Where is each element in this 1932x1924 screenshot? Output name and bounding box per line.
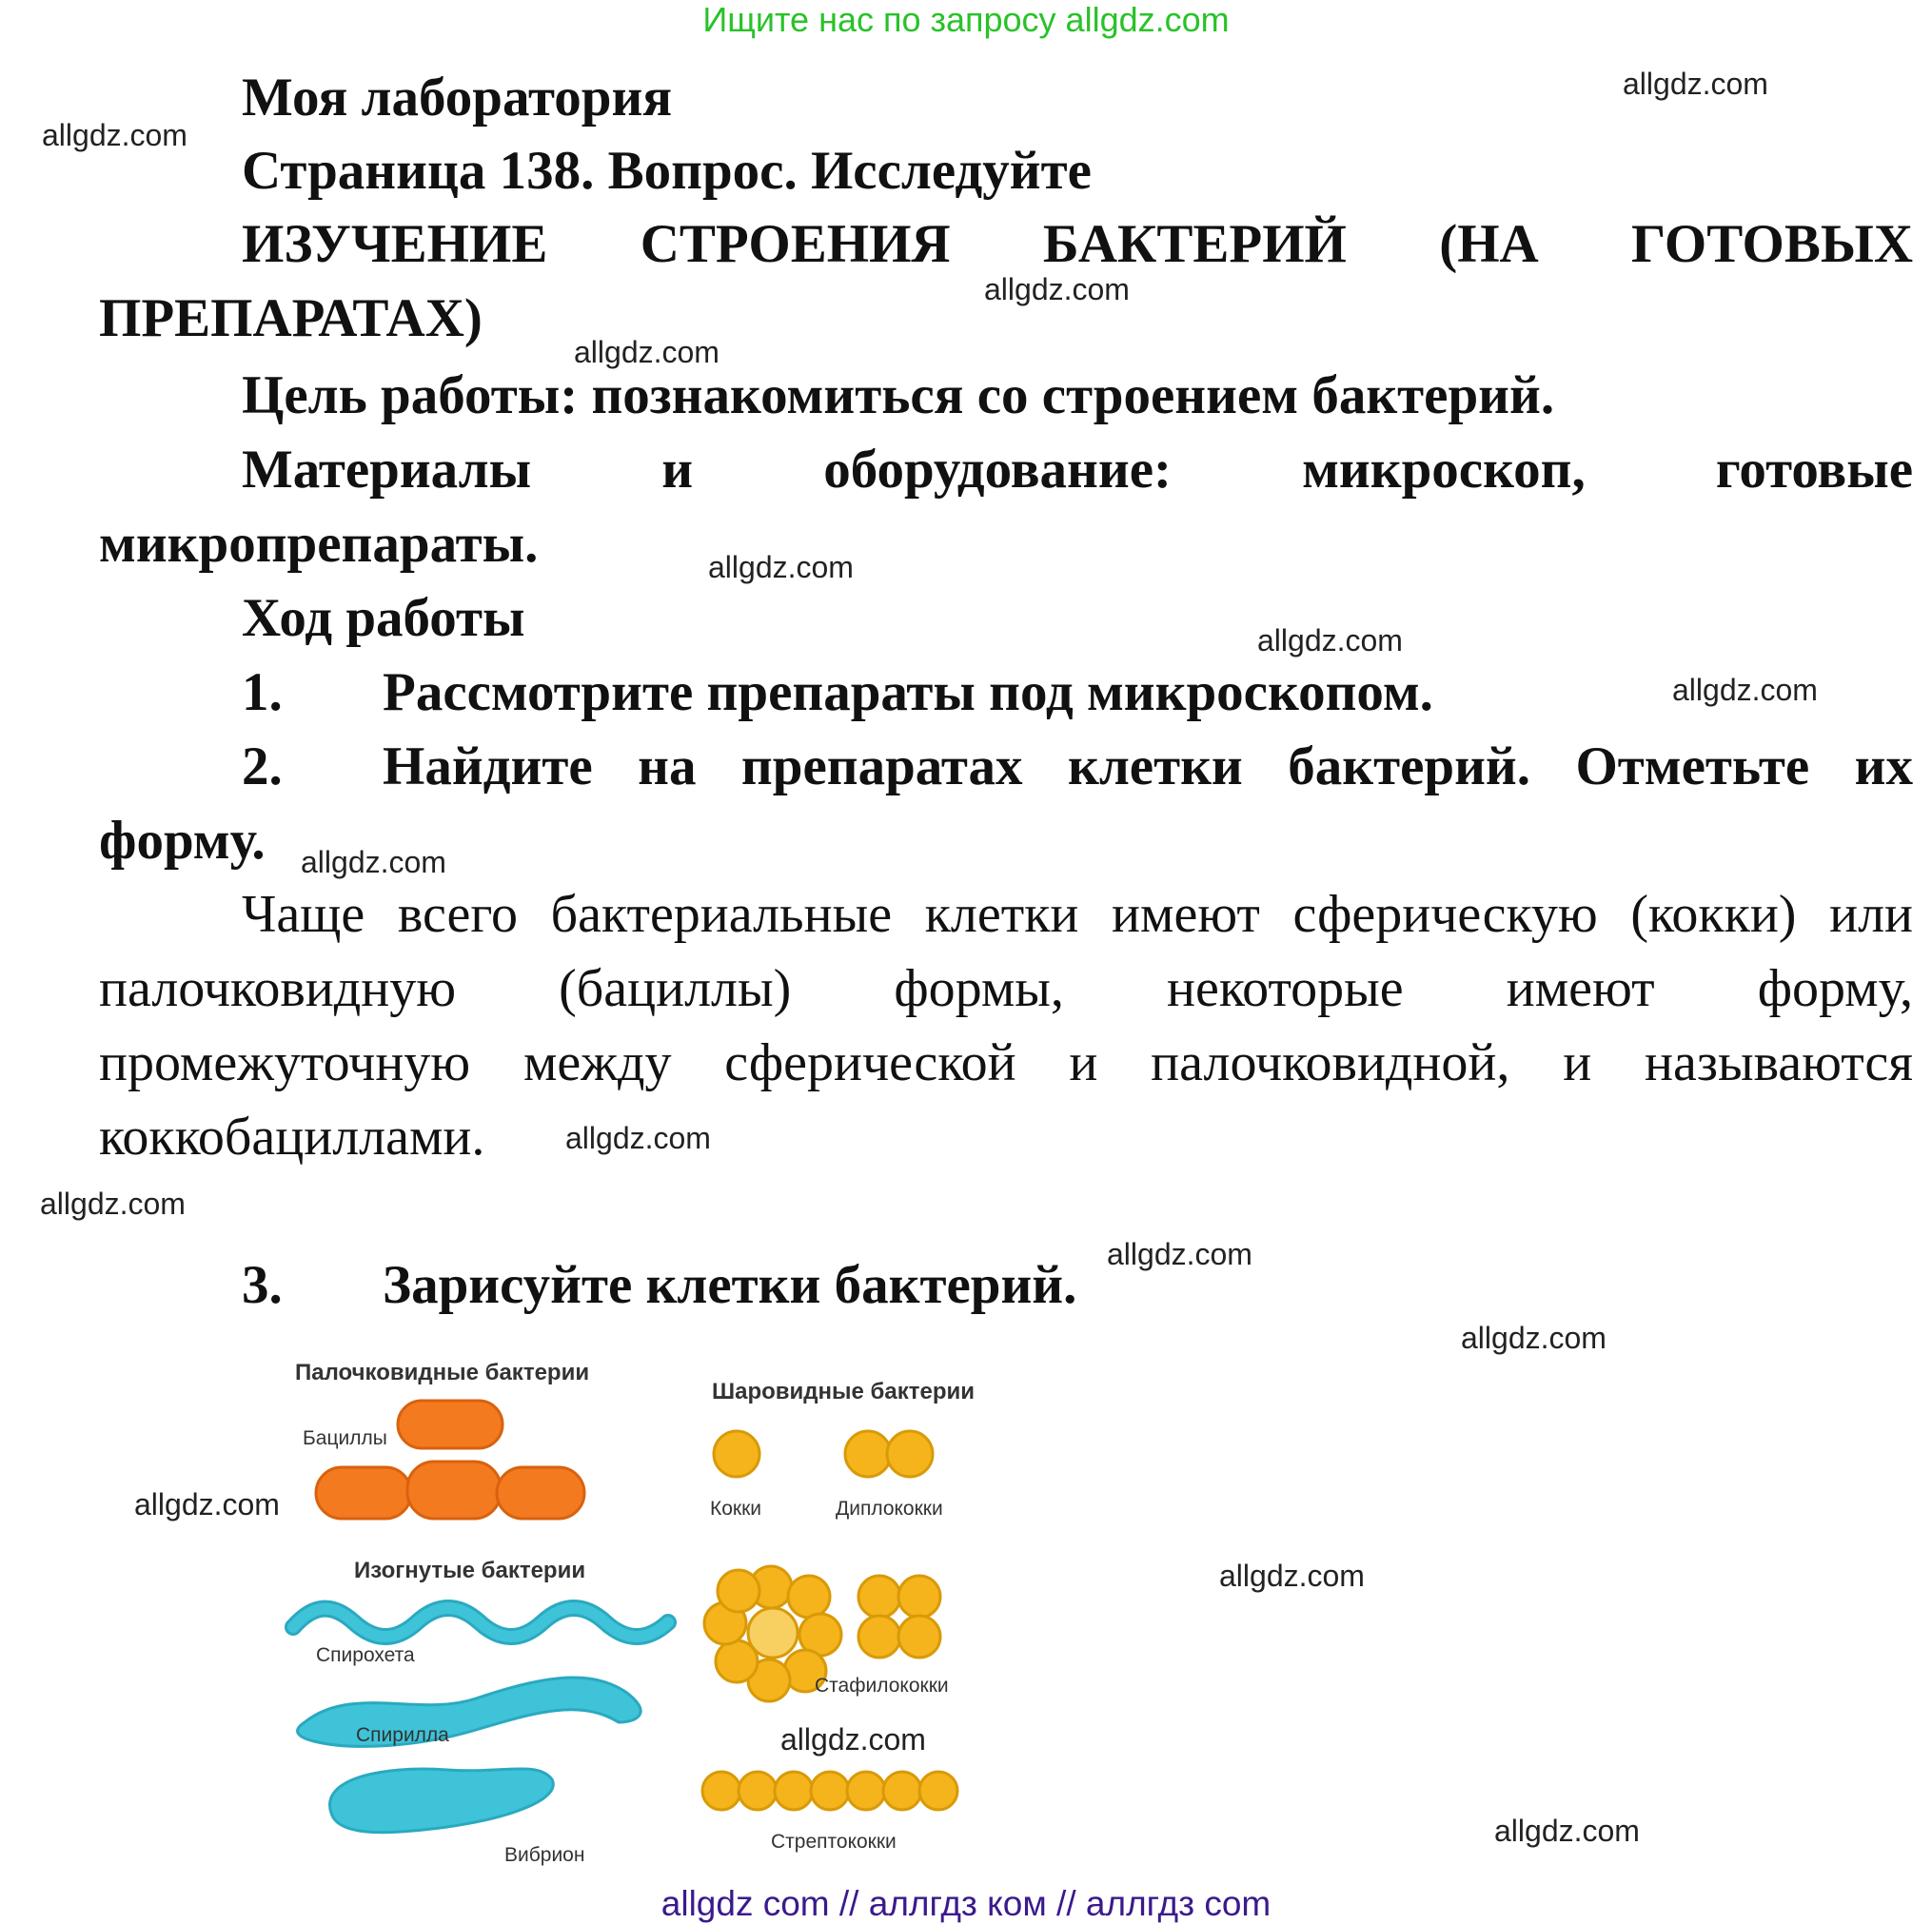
streptococci-shape — [702, 1772, 957, 1810]
watermark: allgdz.com — [42, 118, 187, 152]
spirillum-shape — [298, 1678, 641, 1746]
header-banner: Ищите нас по запросу allgdz.com — [702, 0, 1230, 39]
watermark: allgdz.com — [1672, 673, 1818, 707]
vibrio-label: Вибрион — [504, 1844, 585, 1866]
watermark: allgdz.com — [565, 1121, 711, 1155]
staphylococci-label: Стафилококки — [815, 1675, 949, 1697]
watermark: allgdz.com — [1107, 1237, 1252, 1271]
step-3-number: 3. — [242, 1255, 283, 1315]
watermark: allgdz.com — [1494, 1814, 1640, 1848]
watermark: allgdz.com — [1219, 1559, 1365, 1593]
watermark: allgdz.com — [1257, 623, 1403, 658]
diplococci-label: Диплококки — [836, 1498, 943, 1520]
answer-line-2: палочковидную (бациллы) формы, некоторые имеют форму, — [99, 959, 1913, 1018]
bacilli-shape — [316, 1401, 584, 1519]
watermark: allgdz.com — [301, 845, 446, 879]
diplococci-shape — [845, 1431, 933, 1477]
bacteria-diagram — [276, 1332, 999, 1875]
step-3-text: Зарисуйте клетки бактерий. — [383, 1255, 1077, 1315]
cocci-shape — [714, 1431, 759, 1477]
curved-bacteria-title: Изогнутые бактерии — [354, 1558, 586, 1583]
heading-line-2: ПРЕПАРАТАХ) — [99, 288, 483, 348]
spirillum-label: Спирилла — [356, 1724, 449, 1746]
document-subtitle: Страница 138. Вопрос. Исследуйте — [242, 141, 1092, 201]
streptococci-label: Стрептококки — [771, 1831, 897, 1853]
watermark: allgdz.com — [984, 272, 1130, 306]
spirochete-label: Спирохета — [316, 1644, 415, 1666]
vibrio-shape — [330, 1769, 554, 1833]
watermark: allgdz.com — [780, 1722, 926, 1757]
step-2-line-1: Найдите на препаратах клетки бактерий. Отметьте их — [383, 736, 1913, 796]
watermark: allgdz.com — [134, 1487, 280, 1522]
answer-line-4: коккобациллами. — [99, 1108, 485, 1167]
watermark: allgdz.com — [1461, 1321, 1607, 1355]
watermark: allgdz.com — [40, 1187, 186, 1221]
heading-line-1: ИЗУЧЕНИЕ СТРОЕНИЯ БАКТЕРИЙ (НА ГОТОВЫХ — [242, 214, 1913, 274]
procedure-heading: Ход работы — [242, 588, 525, 648]
step-1-number: 1. — [242, 662, 283, 722]
step-2-line-2: форму. — [99, 811, 266, 871]
step-2-number: 2. — [242, 736, 283, 796]
goal-text: Цель работы: познакомиться со строением бактерий. — [242, 365, 1555, 425]
cocci-label: Кокки — [710, 1498, 762, 1520]
document-title: Моя лаборатория — [242, 68, 673, 128]
watermark: allgdz.com — [574, 335, 720, 369]
answer-line-3: промежуточную между сферической и палочковидной, и называются — [99, 1033, 1913, 1092]
watermark: allgdz.com — [1623, 67, 1768, 101]
materials-line-1: Материалы и оборудование: микроскоп, готовые — [242, 440, 1913, 500]
rod-bacteria-title: Палочковидные бактерии — [295, 1360, 590, 1385]
answer-line-1: Чаще всего бактериальные клетки имеют сферическую (кокки) или — [242, 885, 1913, 944]
materials-line-2: микропрепараты. — [99, 514, 539, 574]
step-1-text: Рассмотрите препараты под микроскопом. — [383, 662, 1433, 722]
spherical-bacteria-title: Шаровидные бактерии — [712, 1379, 975, 1404]
footer-watermark: allgdz com // аллгдз ком // аллгдз com — [660, 1884, 1272, 1923]
watermark: allgdz.com — [708, 550, 854, 584]
bacilli-label: Бациллы — [303, 1427, 387, 1449]
